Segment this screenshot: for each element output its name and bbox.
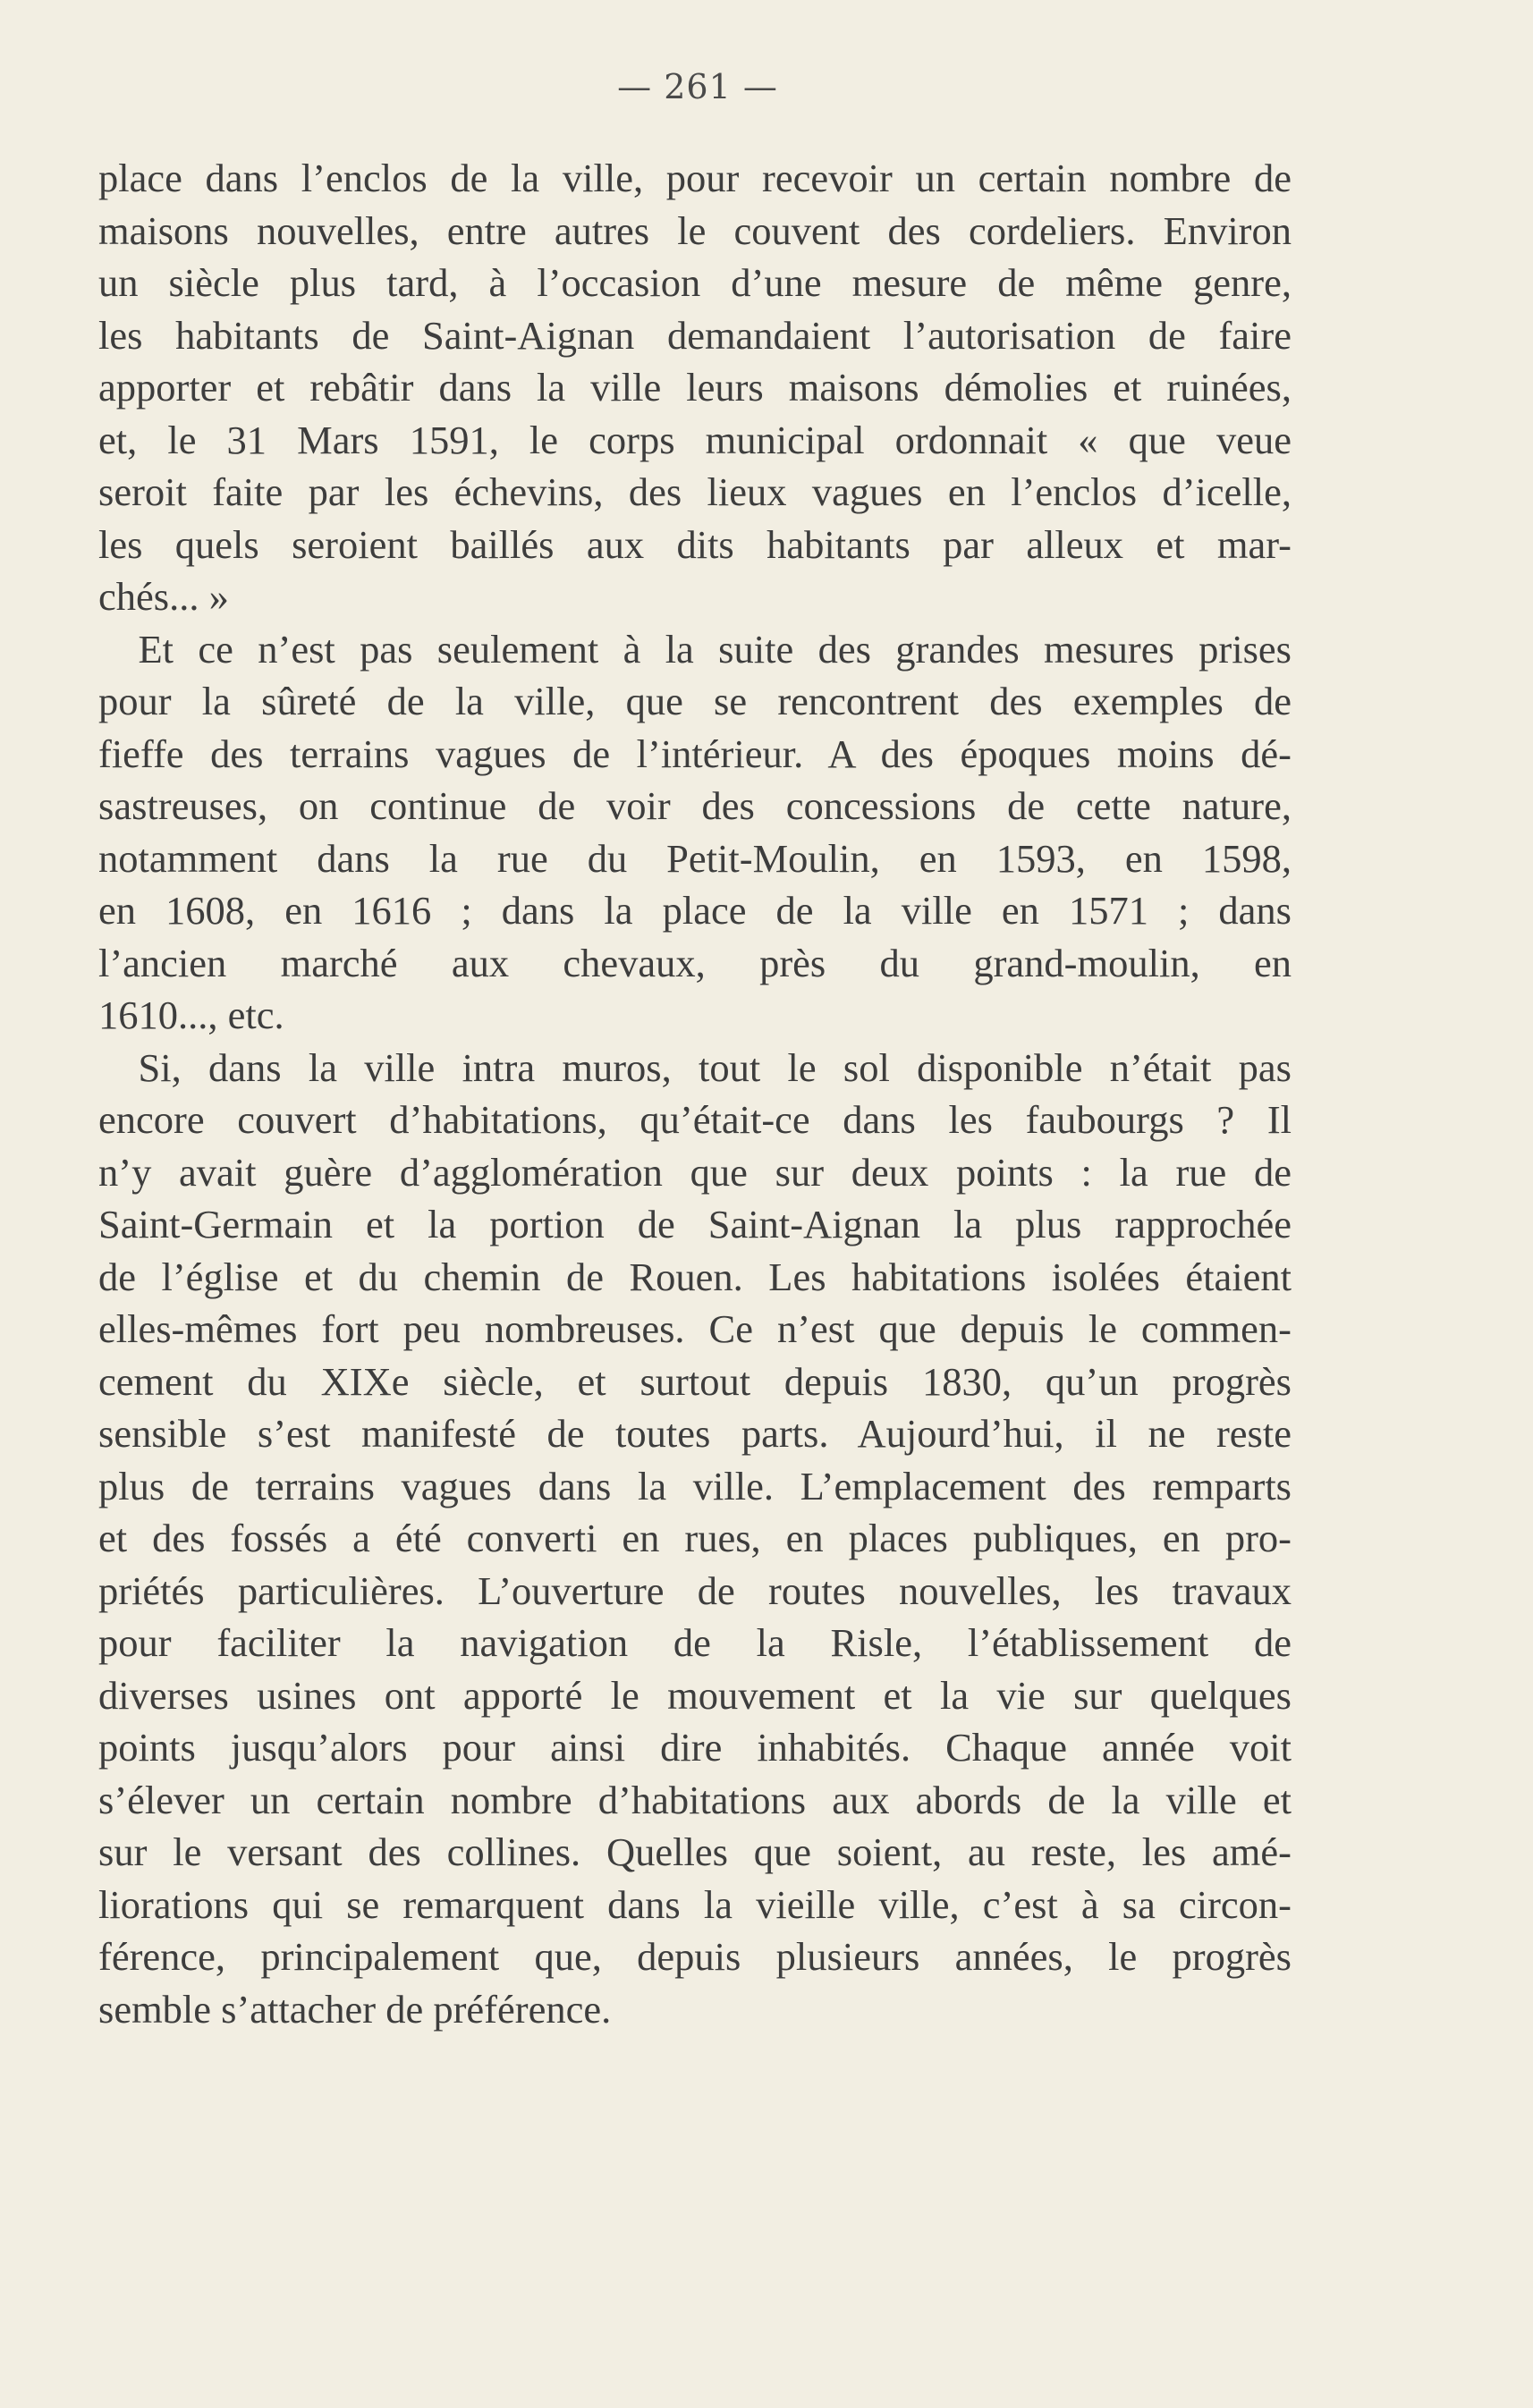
text-segment: , [1281,365,1292,410]
text-segment: seroit faite par les échevins, des lieux vagues en l’enclos d’icelle, [98,469,1292,514]
text-segment: diverses usines ont apporté le mouvement et la vie sur quelques [98,1672,1292,1718]
text-segment: sensible s’est manifesté de toutes parts. Aujourd’hui, il ne reste [98,1411,1292,1456]
text-segment: liorations qui se remarquent dans la vieille ville, c’est à sa circon- [98,1881,1292,1927]
text-line [98,1146,1292,1199]
text-segment: plus de terrains vagues dans la ville. L’emplacement des remparts [98,1463,1292,1508]
text-line [98,1669,1292,1722]
paragraph [98,1042,1292,2036]
text-segment: sur le versant des collines. Quelles que soient, au reste, les amé- [98,1829,1292,1874]
text-line [98,570,1292,623]
text-segment: Saint-Germain et la portion de Saint-Aignan la plus rapprochée [98,1202,1292,1246]
text-segment: Et ce n’est pas seulement à la suite des grandes mesures prises [98,626,1292,672]
text-segment: chés... » [98,574,229,619]
text-segment: pour faciliter la navigation de la Risle, l’établissement de [98,1620,1292,1665]
text-segment: en 1608, en 1616 ; dans la place de la ville en 1571 ; dans [98,888,1292,933]
text-line [98,1721,1292,1774]
text-line [98,1094,1292,1146]
text-segment: pour la sûreté de la ville, que se rencontrent des exemples de [98,679,1292,723]
text-segment: semble s’attacher de préférence. [98,1986,612,2032]
text-segment: encore couvert d’habitations, qu’était-ce dans les faubourgs ? Il [98,1097,1292,1142]
text-segment: place dans l’enclos de la ville, pour recevoir un certain nombre de [98,156,1292,200]
text-line [98,1356,1292,1408]
text-line [98,1565,1292,1618]
text-segment: férence, principalement que, depuis plusieurs années, le progrès [98,1934,1292,1979]
paragraph [98,623,1292,1042]
text-line [98,884,1292,937]
text-line [98,1983,1292,2036]
text-segment: s’élever un certain nombre d’habitations aux abords de la ville et [98,1777,1292,1822]
text-segment: notamment dans la rue du Petit-Moulin, en 1593, en 1598, [98,835,1292,881]
text-line [98,1879,1292,1931]
text-line [98,623,1292,676]
text-segment: points jusqu’alors pour ainsi dire inhabités. Chaque année voit [98,1725,1292,1770]
italic-text: intra muros [462,1044,662,1090]
text-segment: les quels seroient baillés aux dits habitants par alleux et mar- [98,521,1292,567]
text-segment: n’y avait guère d’agglomération que sur deux points : la rue de [98,1149,1292,1195]
text-line [98,675,1292,728]
text-segment: fieffe des terrains vagues de l’intérieur. A des époques moins dé- [98,731,1292,776]
page-number: — 261 — [617,67,778,106]
text-segment: les habitants de Saint-Aignan demandaient l’autorisation de [98,312,1219,358]
text-line [98,1617,1292,1669]
text-segment: maisons nouvelles, entre autres le couvent des cordeliers. Environ [98,207,1292,253]
text-line [98,1512,1292,1565]
text-segment: sastreuses, on continue de voir des concessions de cette nature, [98,783,1292,828]
text-segment: priétés particulières. L’ouverture de routes nouvelles, les travaux [98,1567,1292,1613]
text-segment: dans la ville leurs maisons [413,365,944,410]
text-line [98,1407,1292,1460]
body-text [98,152,1292,2035]
text-line [98,780,1292,832]
text-line [98,257,1292,309]
text-line [98,1303,1292,1356]
paragraph [98,152,1292,623]
text-segment: un siècle plus tard, à l’occasion d’une mesure de même genre, [98,260,1292,305]
text-segment: de l’église et du chemin de Rouen. Les habitations isolées étaient [98,1254,1292,1299]
text-segment: 1610..., etc. [98,993,284,1037]
text-line [98,1198,1292,1251]
text-line [98,1042,1292,1094]
text-line [98,466,1292,519]
italic-text: apporter et rebâtir [98,365,414,410]
text-line [98,519,1292,571]
text-line [98,205,1292,258]
italic-text: faire [1218,312,1292,358]
text-line [98,728,1292,781]
text-line [98,1931,1292,1983]
text-line [98,832,1292,885]
text-segment: cement du XIXe siècle, et surtout depuis 1830, qu’un progrès [98,1358,1292,1404]
text-line [98,361,1292,414]
text-line [98,1460,1292,1513]
italic-text: démolies et ruinées [944,365,1282,410]
text-segment: Si, dans la ville [98,1044,462,1090]
text-segment: et des fossés a été converti en rues, en places publiques, en pro- [98,1516,1292,1560]
text-line [98,989,1292,1042]
text-segment: l’ancien marché aux chevaux, près du grand-moulin, en [98,940,1292,985]
text-segment: et, le 31 Mars 1591, le corps municipal ordonnait « que veue [98,417,1292,462]
text-line [98,414,1292,467]
text-line [98,937,1292,990]
text-line [98,309,1292,362]
text-line [98,1826,1292,1879]
text-segment: , tout le sol disponible n’était pas [661,1044,1292,1090]
text-line [98,1774,1292,1827]
text-line [98,152,1292,205]
text-segment: elles-mêmes fort peu nombreuses. Ce n’est que depuis le commen- [98,1306,1292,1351]
text-line [98,1251,1292,1304]
